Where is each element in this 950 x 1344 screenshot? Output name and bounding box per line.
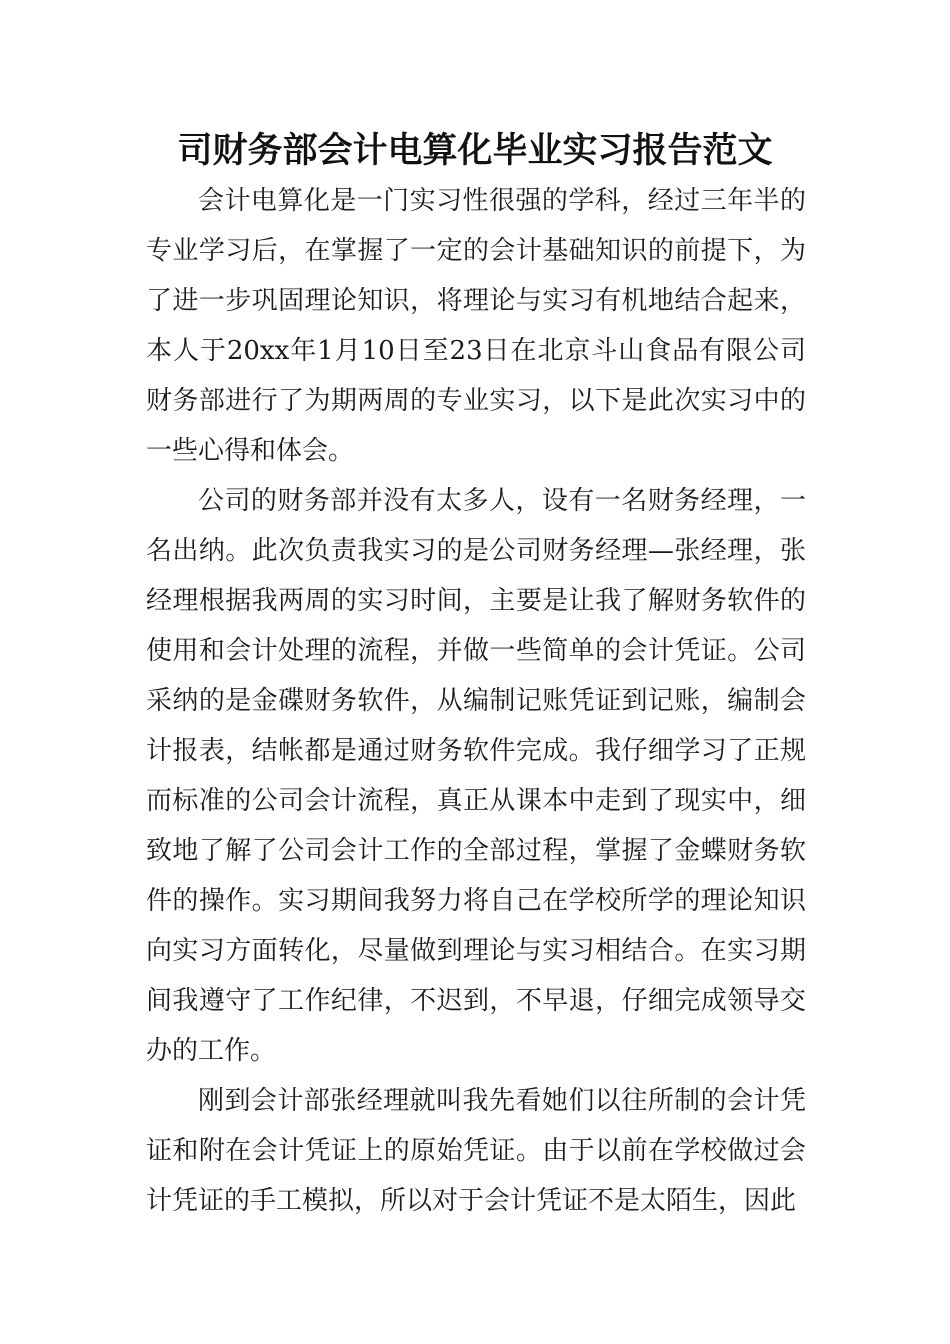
document-body xyxy=(146,176,806,1226)
document-title: 司财务部会计电算化毕业实习报告范文 xyxy=(177,131,773,171)
paragraph: 公司的财务部并没有太多人，设有一名财务经理，一名出纳。此次负责我实习的是公司财务经理—张经理，张经理根据我两周的实习时间，主要是让我了解财务软件的使用和会计处理的流程，并做一些简单的会计凭证。公司采纳的是金碟财务软件，从编制记账凭证到记账，编制会计报表，结帐都是通过财务软件完成。我仔细学习了正规而标准的公司会计流程，真正从课本中走到了现实中，细致地了解了公司会计工作的全部过程，掌握了金蝶财务软件的操作。实习期间我努力将自己在学校所学的理论知识向实习方面转化，尽量做到理论与实习相结合。在实习期间我遵守了工作纪律，不迟到，不早退，仔细完成领导交办的工作。 xyxy=(146,486,806,1066)
paragraph: 会计电算化是一门实习性很强的学科，经过三年半的专业学习后，在掌握了一定的会计基础知识的前提下，为了进一步巩固理论知识，将理论与实习有机地结合起来，本人于20xx年1月10日至23日在北京斗山食品有限公司财务部进行了为期两周的专业实习，以下是此次实习中的一些心得和体会。 xyxy=(146,186,806,466)
paragraph: 刚到会计部张经理就叫我先看她们以往所制的会计凭证和附在会计凭证上的原始凭证。由于以前在学校做过会计凭证的手工模拟，所以对于会计凭证不是太陌生，因此 xyxy=(146,1086,806,1216)
